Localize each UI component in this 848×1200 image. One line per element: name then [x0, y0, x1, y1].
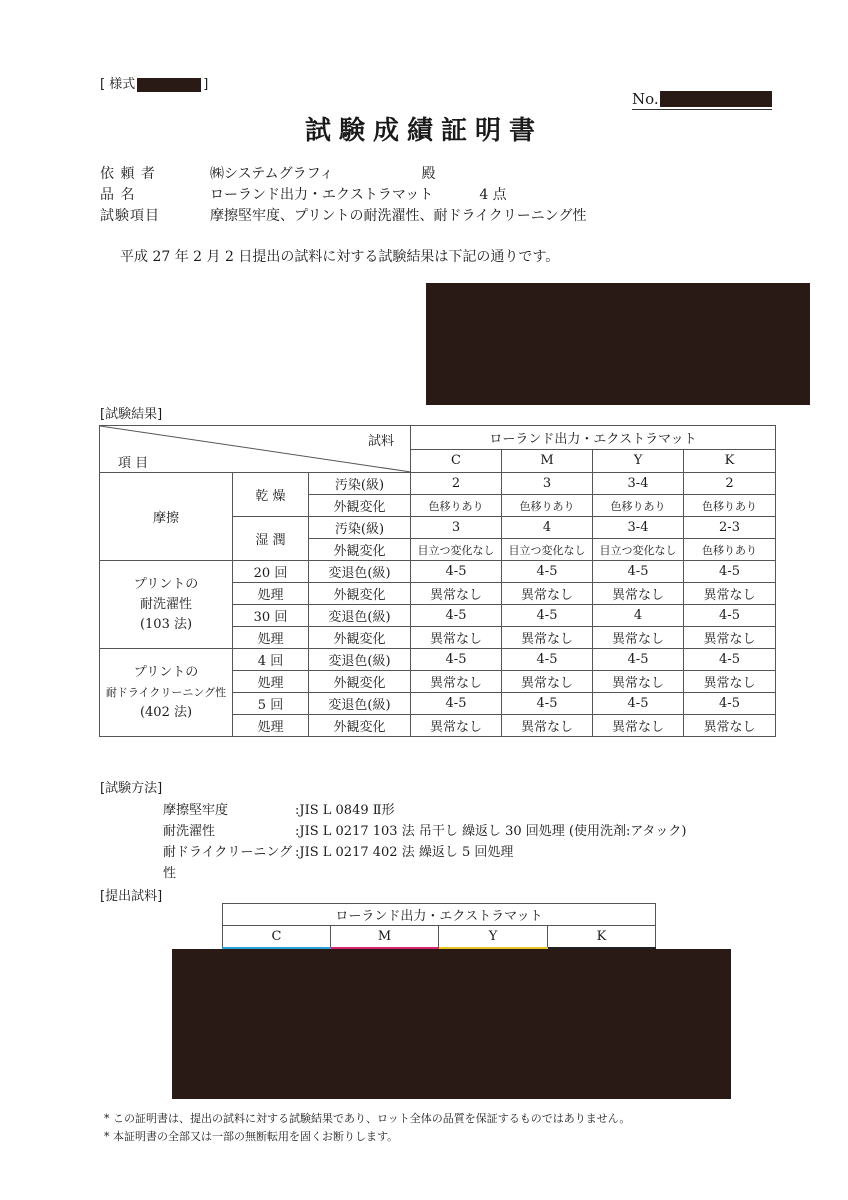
- method-row: [163, 821, 687, 842]
- dryclean-t1-appear-k: 異常なし: [684, 671, 776, 693]
- header-corner-cell: [100, 426, 411, 473]
- dryclean-label-line3: (402 法): [139, 704, 193, 720]
- info-product-row: [100, 185, 586, 206]
- dryclean-t1-label2: 処理: [233, 671, 309, 693]
- wash-label-line3: (103 法): [139, 616, 193, 632]
- rub-wet-appear-k: 色移りあり: [684, 539, 776, 561]
- wash-t1-label1: 20 回: [233, 561, 309, 583]
- method-value: :JIS L 0217 103 法 吊干し 繰返し 30 回処理 (使用洗剤:アタック): [295, 824, 687, 839]
- dryclean-t2-fade-c: 4-5: [411, 693, 502, 715]
- dryclean-t2-fade-label: 変退色(級): [309, 693, 411, 715]
- client-value: ㈱システムグラフィ: [210, 166, 334, 182]
- method-value: :JIS L 0217 402 法 繰返し 5 回処理: [295, 845, 514, 860]
- dryclean-t1-fade-k: 4-5: [684, 649, 776, 671]
- wash-t2-appear-y: 異常なし: [593, 627, 684, 649]
- wash-label-line2: 耐洗濯性: [139, 596, 192, 612]
- wash-t2-fade-label: 変退色(級): [309, 605, 411, 627]
- samples-title: ローランド出力・エクストラマット: [223, 904, 656, 926]
- samples-table: [222, 903, 656, 949]
- method-label: 耐洗濯性: [163, 824, 216, 839]
- rub-dry-stain-c: 2: [411, 473, 502, 495]
- col-header-c: C: [411, 449, 502, 473]
- rub-wet-stain-label: 汚染(級): [309, 517, 411, 539]
- wash-t1-label2: 処理: [233, 583, 309, 605]
- document-number: [632, 90, 772, 110]
- redaction-block: [172, 949, 731, 1099]
- results-table: [99, 425, 776, 737]
- rub-wet-stain-m: 4: [502, 517, 593, 539]
- product-value: ローランド出力・エクストラマット: [210, 187, 434, 203]
- dryclean-t2-appear-m: 異常なし: [502, 715, 593, 737]
- methods-list: [163, 800, 687, 884]
- dryclean-t2-fade-m: 4-5: [502, 693, 593, 715]
- client-honorific: 殿: [421, 166, 436, 182]
- redaction-bar: [660, 91, 772, 107]
- wash-label: [100, 561, 233, 649]
- wash-t1-appear-k: 異常なし: [684, 583, 776, 605]
- col-header-m: M: [502, 449, 593, 473]
- dryclean-t1-fade-label: 変退色(級): [309, 649, 411, 671]
- rub-dry-label: 乾 燥: [233, 473, 309, 517]
- dryclean-t2-appear-label: 外観変化: [309, 715, 411, 737]
- wash-t2-label2: 処理: [233, 627, 309, 649]
- note-line: * この証明書は、提出の試料に対する試験結果であり、ロット全体の品質を保証するものではありません。: [104, 1112, 631, 1125]
- wash-t1-fade-k: 4-5: [684, 561, 776, 583]
- intro-text: 平成 27 年 2 月 2 日提出の試料に対する試験結果は下記の通りです。: [120, 249, 560, 265]
- sample-name-cell: ローランド出力・エクストラマット: [411, 426, 776, 450]
- form-label-suffix: ]: [203, 77, 209, 92]
- form-label: [100, 73, 208, 92]
- notes: [104, 1110, 630, 1146]
- sample-col-k: K: [548, 926, 656, 949]
- dryclean-t2-fade-k: 4-5: [684, 693, 776, 715]
- rub-dry-stain-m: 3: [502, 473, 593, 495]
- redaction-block: [426, 283, 810, 405]
- rub-wet-stain-k: 2-3: [684, 517, 776, 539]
- dryclean-t1-appear-y: 異常なし: [593, 671, 684, 693]
- redaction-bar: [137, 78, 201, 92]
- dryclean-label: [100, 649, 233, 737]
- rub-dry-stain-k: 2: [684, 473, 776, 495]
- dryclean-t2-label1: 5 回: [233, 693, 309, 715]
- test-label: 試験項目: [100, 208, 160, 224]
- dryclean-t2-fade-y: 4-5: [593, 693, 684, 715]
- dryclean-t2-appear-c: 異常なし: [411, 715, 502, 737]
- rub-dry-appear-c: 色移りあり: [411, 495, 502, 517]
- info-block: [100, 164, 586, 227]
- dryclean-label-line1: プリントの: [133, 664, 199, 680]
- product-label: 品 名: [100, 187, 136, 203]
- wash-t1-appear-label: 外観変化: [309, 583, 411, 605]
- wash-t1-fade-label: 変退色(級): [309, 561, 411, 583]
- sample-col-c: C: [223, 926, 331, 949]
- dryclean-t2-label2: 処理: [233, 715, 309, 737]
- col-header-k: K: [684, 449, 776, 473]
- form-label-prefix: [ 様式: [100, 77, 136, 92]
- wash-t2-appear-m: 異常なし: [502, 627, 593, 649]
- rub-wet-appear-c: 目立つ変化なし: [411, 539, 502, 561]
- dryclean-t1-fade-c: 4-5: [411, 649, 502, 671]
- wash-t2-appear-c: 異常なし: [411, 627, 502, 649]
- rub-dry-appear-y: 色移りあり: [593, 495, 684, 517]
- method-value: :JIS L 0849 Ⅱ形: [295, 803, 395, 818]
- dryclean-t1-label1: 4 回: [233, 649, 309, 671]
- wash-t2-fade-y: 4: [593, 605, 684, 627]
- dryclean-t1-appear-c: 異常なし: [411, 671, 502, 693]
- rub-wet-appear-label: 外観変化: [309, 539, 411, 561]
- wash-t1-fade-y: 4-5: [593, 561, 684, 583]
- rub-wet-stain-y: 3-4: [593, 517, 684, 539]
- col-header-y: Y: [593, 449, 684, 473]
- results-section-label: [試験結果]: [100, 407, 163, 422]
- product-count: 4 点: [479, 187, 507, 203]
- rub-dry-appear-k: 色移りあり: [684, 495, 776, 517]
- wash-t2-fade-c: 4-5: [411, 605, 502, 627]
- info-test-row: [100, 206, 586, 227]
- header-sample-label: 試料: [367, 434, 394, 449]
- rub-wet-stain-c: 3: [411, 517, 502, 539]
- dryclean-t1-appear-m: 異常なし: [502, 671, 593, 693]
- note-line: * 本証明書の全部又は一部の無断転用を固くお断りします。: [104, 1130, 399, 1143]
- wash-t1-appear-c: 異常なし: [411, 583, 502, 605]
- dryclean-label-line2: 耐ドライクリーニング性: [105, 685, 227, 699]
- rub-wet-label: 湿 潤: [233, 517, 309, 561]
- method-label: 摩擦堅牢度: [163, 803, 229, 818]
- sample-col-m: M: [331, 926, 439, 949]
- methods-section-label: [試験方法]: [100, 781, 163, 796]
- wash-t1-appear-m: 異常なし: [502, 583, 593, 605]
- rub-dry-appear-m: 色移りあり: [502, 495, 593, 517]
- dryclean-t2-appear-k: 異常なし: [684, 715, 776, 737]
- rub-wet-appear-y: 目立つ変化なし: [593, 539, 684, 561]
- dryclean-t1-appear-label: 外観変化: [309, 671, 411, 693]
- rub-label: 摩擦: [100, 473, 233, 561]
- sample-col-y: Y: [439, 926, 548, 949]
- number-label: No.: [632, 90, 659, 108]
- wash-t1-fade-c: 4-5: [411, 561, 502, 583]
- header-item-label: 項 目: [118, 456, 149, 471]
- rub-dry-appear-label: 外観変化: [309, 495, 411, 517]
- dryclean-t1-fade-m: 4-5: [502, 649, 593, 671]
- info-client-row: [100, 164, 586, 185]
- rub-dry-stain-label: 汚染(級): [309, 473, 411, 495]
- samples-section-label: [提出試料]: [100, 889, 163, 904]
- rub-dry-stain-y: 3-4: [593, 473, 684, 495]
- wash-t2-label1: 30 回: [233, 605, 309, 627]
- dryclean-t2-appear-y: 異常なし: [593, 715, 684, 737]
- wash-t2-fade-m: 4-5: [502, 605, 593, 627]
- page-title: 試験成績証明書: [304, 116, 543, 146]
- wash-t2-fade-k: 4-5: [684, 605, 776, 627]
- client-label: 依 頼 者: [100, 166, 156, 182]
- wash-t2-appear-label: 外観変化: [309, 627, 411, 649]
- wash-t1-fade-m: 4-5: [502, 561, 593, 583]
- wash-t1-appear-y: 異常なし: [593, 583, 684, 605]
- method-label: 耐ドライクリーニング性: [163, 845, 293, 881]
- wash-t2-appear-k: 異常なし: [684, 627, 776, 649]
- wash-label-line1: プリントの: [133, 576, 199, 592]
- method-row: [163, 842, 687, 884]
- dryclean-t1-fade-y: 4-5: [593, 649, 684, 671]
- test-value: 摩擦堅牢度、プリントの耐洗濯性、耐ドライクリーニング性: [210, 208, 587, 224]
- method-row: [163, 800, 687, 821]
- rub-wet-appear-m: 目立つ変化なし: [502, 539, 593, 561]
